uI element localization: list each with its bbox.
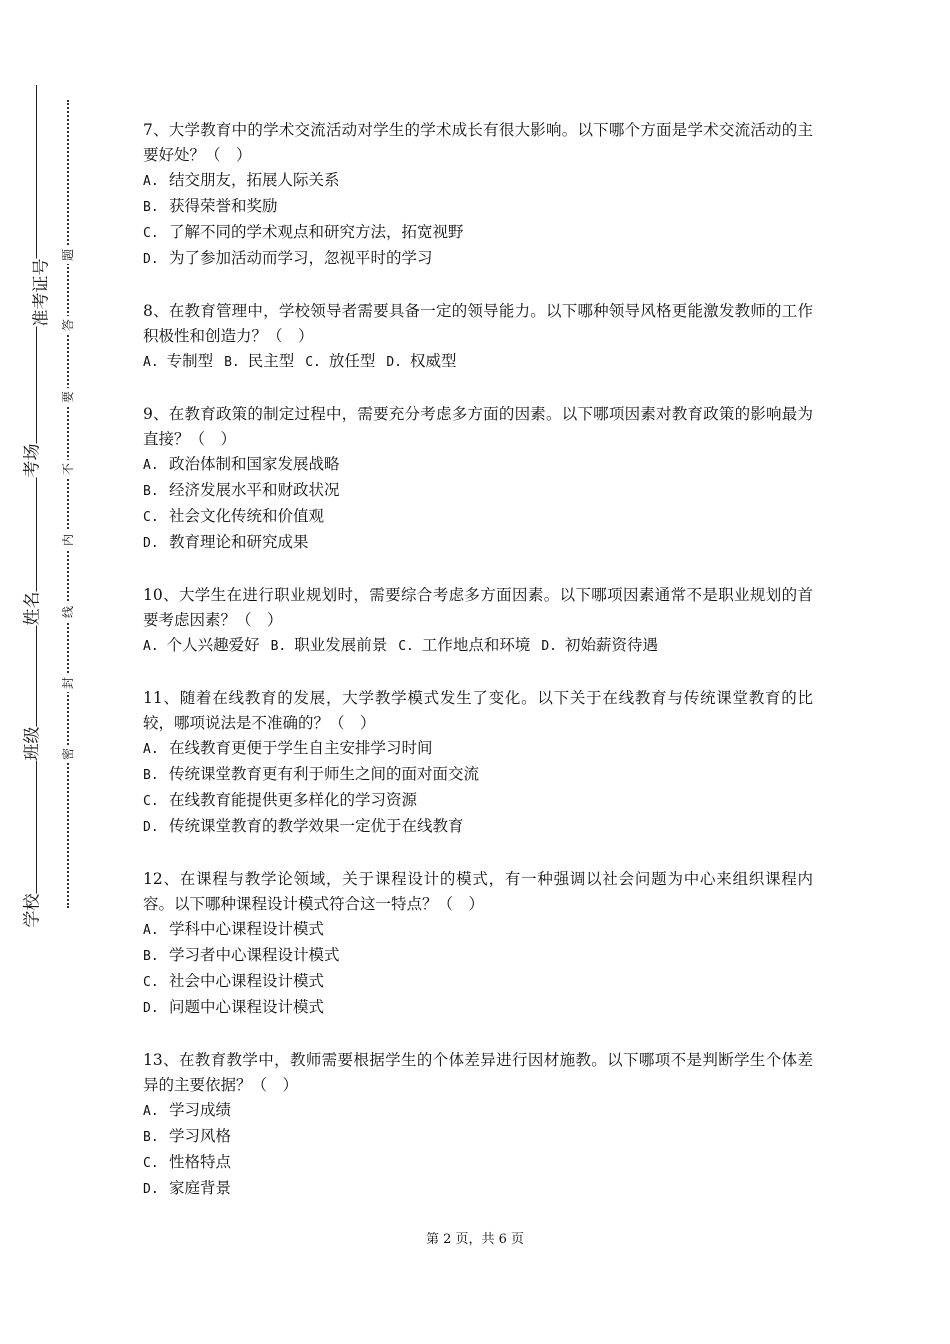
question-stem: 13、在教育教学中，教师需要根据学生的个体差异进行因材施教。以下哪项不是判断学生个体差异的主要依据？（ ） — [143, 1051, 813, 1094]
inline-options — [143, 349, 813, 375]
option-a: A. 学习成绩 — [143, 1101, 232, 1119]
seal-char: 题 — [59, 246, 77, 264]
option-c: C. 社会文化传统和价值观 — [143, 507, 325, 525]
option-c: C. 社会中心课程设计模式 — [143, 972, 325, 990]
page-footer: 第 2 页，共 6 页 — [425, 1232, 525, 1247]
option-d: D. 家庭背景 — [143, 1179, 232, 1197]
field-label-school: 学校 — [22, 893, 43, 928]
field-label-exam-number: 准考证号 — [31, 258, 52, 327]
question-stem: 12、在课程与教学论领域，关于课程设计的模式，有一种强调以社会问题为中心来组织课程内容。以下哪种课程设计模式符合这一特点？（ ） — [143, 870, 813, 913]
option-a: A. 在线教育更便于学生自主安排学习时间 — [143, 739, 433, 757]
question-9 — [143, 402, 813, 556]
option-a: A. 学科中心课程设计模式 — [143, 920, 325, 938]
seal-char: 封 — [59, 674, 77, 692]
option-b: B. 经济发展水平和财政状况 — [143, 481, 340, 499]
option-d: D. 权威型 — [386, 352, 457, 370]
question-8 — [143, 299, 813, 375]
inline-options — [143, 633, 813, 659]
seal-char: 答 — [59, 316, 77, 334]
question-12 — [143, 867, 813, 1021]
seal-char: 不 — [59, 460, 77, 478]
option-b: B. 学习者中心课程设计模式 — [143, 946, 340, 964]
binding-solid-line — [36, 85, 37, 925]
seal-char: 内 — [59, 531, 77, 549]
question-10 — [143, 583, 813, 659]
question-11 — [143, 686, 813, 840]
question-stem: 9、在教育政策的制定过程中，需要充分考虑多方面的因素。以下哪项因素对教育政策的影响最为直接？（ ） — [143, 405, 813, 448]
question-13 — [143, 1048, 813, 1202]
binding-margin — [0, 0, 110, 1344]
option-c: C. 了解不同的学术观点和研究方法，拓宽视野 — [143, 223, 464, 241]
option-d: D. 初始薪资待遇 — [541, 636, 658, 654]
option-d: D. 为了参加活动而学习，忽视平时的学习 — [143, 249, 433, 267]
option-c: C. 在线教育能提供更多样化的学习资源 — [143, 791, 418, 809]
option-b: B. 获得荣誉和奖励 — [143, 197, 278, 215]
option-a: A. 结交朋友，拓展人际关系 — [143, 171, 340, 189]
option-d: D. 传统课堂教育的教学效果一定优于在线教育 — [143, 817, 464, 835]
field-label-name: 姓名 — [22, 591, 43, 626]
option-d: D. 问题中心课程设计模式 — [143, 998, 325, 1016]
field-label-class: 班级 — [22, 726, 43, 761]
question-stem: 8、在教育管理中，学校领导者需要具备一定的领导能力。以下哪种领导风格更能激发教师的工作积极性和创造力？（ ） — [143, 302, 813, 345]
option-b: B. 学习风格 — [143, 1127, 232, 1145]
seal-char: 密 — [59, 745, 77, 763]
seal-char: 要 — [59, 388, 77, 406]
seal-dotted-line — [67, 100, 69, 908]
question-stem: 7、大学教育中的学术交流活动对学生的学术成长有很大影响。以下哪个方面是学术交流活动的主要好处？（ ） — [143, 121, 813, 164]
option-c: C. 性格特点 — [143, 1153, 232, 1171]
option-b: B. 传统课堂教育更有利于师生之间的面对面交流 — [143, 765, 480, 783]
question-7 — [143, 118, 813, 272]
option-c: C. 放任型 — [305, 352, 376, 370]
option-c: C. 工作地点和环境 — [398, 636, 531, 654]
option-b: B. 民主型 — [224, 352, 295, 370]
seal-char: 线 — [59, 603, 77, 621]
question-stem: 11、随着在线教育的发展，大学教学模式发生了变化。以下关于在线教育与传统课堂教育的比较，哪项说法是不准确的？（ ） — [143, 689, 813, 732]
option-a: A. 个人兴趣爱好 — [143, 636, 260, 654]
field-label-exam-room: 考场 — [22, 443, 43, 478]
option-a: A. 政治体制和国家发展战略 — [143, 455, 340, 473]
option-b: B. 职业发展前景 — [270, 636, 388, 654]
question-list — [143, 118, 813, 1229]
option-a: A. 专制型 — [143, 352, 214, 370]
option-d: D. 教育理论和研究成果 — [143, 533, 309, 551]
question-stem: 10、大学生在进行职业规划时，需要综合考虑多方面因素。以下哪项因素通常不是职业规划的首要考虑因素？（ ） — [143, 586, 813, 629]
